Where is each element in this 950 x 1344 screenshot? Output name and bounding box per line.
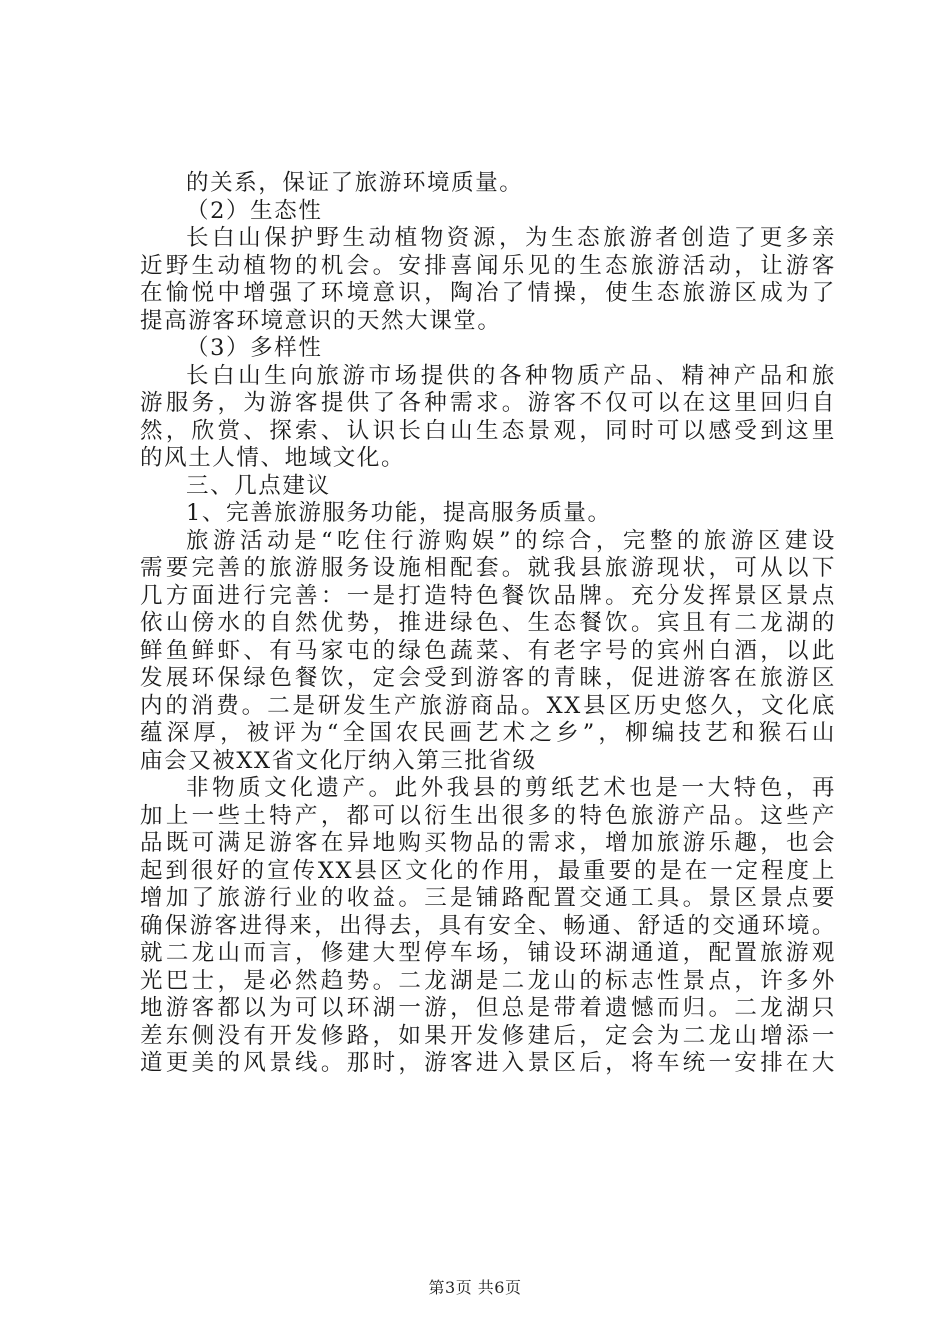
- text-line: 的关系，保证了旅游环境质量。: [186, 170, 524, 196]
- text-line: 内的消费。二是研发生产旅游商品。XX县区历史悠久，文化底: [140, 692, 836, 719]
- text-line: 确保游客进得来，出得去，具有安全、畅通、舒适的交通环境。: [140, 912, 836, 939]
- text-line: 需要完善的旅游服务设施相配套。就我县旅游现状，可从以下: [140, 555, 836, 581]
- page-footer: 第3页 共6页: [428, 1278, 522, 1297]
- text-line: 增加了旅游行业的收益。三是铺路配置交通工具。景区景点要: [140, 885, 836, 911]
- text-line: 庙会又被XX省文化厅纳入第三批省级: [140, 747, 537, 774]
- text-line: 蕴深厚，被评为“全国农民画艺术之乡”，柳编技艺和猴石山: [140, 720, 836, 746]
- text-line: 就二龙山而言，修建大型停车场，铺设环湖通道，配置旅游观: [140, 940, 836, 966]
- text-line: 旅游活动是“吃住行游购娱”的综合，完整的旅游区建设: [186, 527, 836, 554]
- text-line: （3）多样性: [186, 335, 323, 361]
- text-line: 起到很好的宣传XX县区文化的作用，最重要的是在一定程度上: [140, 857, 836, 884]
- text-line: 在愉悦中增强了环境意识，陶冶了情操，使生态旅游区成为了: [140, 280, 836, 306]
- text-line: 长白山生向旅游市场提供的各种物质产品、精神产品和旅: [186, 362, 836, 389]
- text-line: 提高游客环境意识的天然大课堂。: [140, 307, 502, 334]
- text-line: 三、几点建议: [186, 472, 331, 499]
- text-line: （2）生态性: [186, 197, 323, 224]
- text-line: 然，欣赏、探索、认识长白山生态景观，同时可以感受到这里: [140, 417, 836, 444]
- document-body: [140, 170, 836, 1078]
- text-line: 的风土人情、地域文化。: [140, 445, 406, 471]
- text-line: 1、完善旅游服务功能，提高服务质量。: [186, 500, 612, 526]
- text-line: 鲜鱼鲜虾、有马家屯的绿色蔬菜、有老字号的宾州白酒，以此: [140, 637, 836, 664]
- text-line: 地游客都以为可以环湖一游，但总是带着遗憾而归。二龙湖只: [140, 995, 836, 1021]
- text-line: 加上一些土特产，都可以衍生出很多的特色旅游产品。这些产: [140, 802, 836, 829]
- text-line: 差东侧没有开发修路，如果开发修建后，定会为二龙山增添一: [140, 1022, 836, 1049]
- text-line: 光巴士，是必然趋势。二龙湖是二龙山的标志性景点，许多外: [140, 967, 836, 994]
- text-line: 依山傍水的自然优势，推进绿色、生态餐饮。宾且有二龙湖的: [140, 610, 836, 636]
- text-line: 道更美的风景线。那时，游客进入景区后，将车统一安排在大: [140, 1050, 836, 1076]
- text-line: 长白山保护野生动植物资源，为生态旅游者创造了更多亲: [186, 225, 836, 251]
- text-line: 游服务，为游客提供了各种需求。游客不仅可以在这里回归自: [140, 390, 836, 416]
- text-line: 发展环保绿色餐饮，定会受到游客的青睐，促进游客在旅游区: [140, 665, 836, 691]
- text-line: 近野生动植物的机会。安排喜闻乐见的生态旅游活动，让游客: [140, 252, 836, 279]
- text-line: 非物质文化遗产。此外我县的剪纸艺术也是一大特色，再: [186, 775, 836, 801]
- text-line: 品既可满足游客在异地购买物品的需求，增加旅游乐趣，也会: [140, 830, 836, 856]
- text-line: 几方面进行完善：一是打造特色餐饮品牌。充分发挥景区景点: [140, 582, 836, 609]
